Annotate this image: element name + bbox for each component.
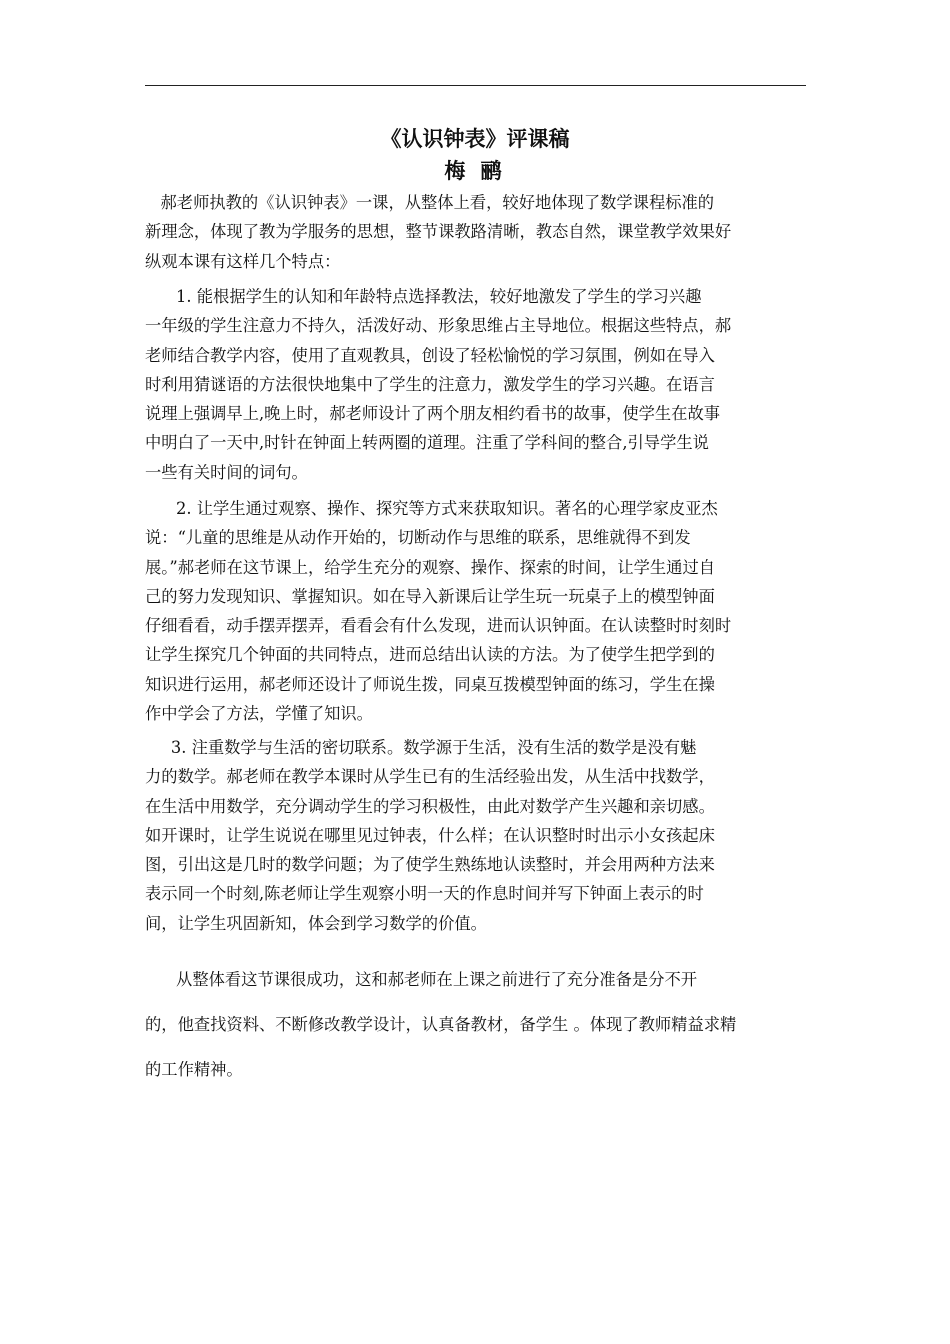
author-name: 梅 鹂: [444, 159, 506, 183]
text-line: 表示同一个时刻,陈老师让学生观察小明一天的作息时间并写下钟面上表示的时: [145, 884, 704, 904]
text-line: 的工作精神。: [145, 1060, 243, 1079]
text-line: 的，他查找资料、不断修改教学设计，认真备教材，备学生 。体现了教师精益求精: [145, 1015, 737, 1034]
document-title: 《认识钟表》评课稿: [380, 127, 570, 151]
paragraph-intro: [145, 188, 810, 276]
text-line: 间，让学生巩固新知，体会到学习数学的价值。: [145, 913, 487, 933]
text-line: 一些有关时间的词句。: [145, 462, 308, 482]
text-line: 在生活中用数学，充分调动学生的学习积极性，由此对数学产生兴趣和亲切感。: [145, 796, 715, 816]
text-line: 从整体看这节课很成功，这和郝老师在上课之前进行了充分准备是分不开: [145, 970, 698, 989]
text-line: 展。”郝老师在这节课上，给学生充分的观察、操作、探索的时间，让学生通过自: [145, 557, 716, 577]
text-line: 纵观本课有这样几个特点：: [145, 251, 341, 271]
text-line: 郝老师执教的《认识钟表》一课，从整体上看，较好地体现了数学课程标准的: [145, 193, 715, 212]
text-line: 新理念，体现了教为学服务的思想，整节课教路清晰，教态自然，课堂教学效果好: [145, 222, 732, 242]
text-line: 力的数学。郝老师在教学本课时从学生已有的生活经验出发，从生活中找数学，: [145, 767, 715, 787]
text-line: 一年级的学生注意力不持久，活泼好动、形象思维占主导地位。根据这些特点，郝: [145, 316, 732, 336]
text-line: 中明白了一天中,时针在钟面上转两圈的道理。注重了学科间的整合,引导学生说: [145, 433, 709, 453]
text-line: 图，引出这是几时的数学问题；为了使学生熟练地认读整时，并会用两种方法来: [145, 855, 715, 875]
paragraph-point-1: [145, 282, 810, 487]
header-rule: [145, 85, 806, 86]
text-line: 2. 让学生通过观察、操作、探究等方式来获取知识。著名的心理学家皮亚杰: [145, 499, 718, 518]
text-line: 老师结合教学内容，使用了直观教具，创设了轻松愉悦的学习氛围，例如在导入: [145, 345, 715, 365]
text-line: 让学生探究几个钟面的共同特点，进而总结出认读的方法。为了使学生把学到的: [145, 645, 715, 665]
text-line: 3. 注重数学与生活的密切联系。数学源于生活，没有生活的数学是没有魅: [145, 738, 697, 757]
paragraph-conclusion: [145, 957, 810, 1092]
text-line: 说：“儿童的思维是从动作开始的，切断动作与思维的联系，思维就得不到发: [145, 528, 691, 548]
text-line: 说理上强调早上,晚上时，郝老师设计了两个朋友相约看书的故事，使学生在故事: [145, 404, 721, 424]
text-line: 己的努力发现知识、掌握知识。如在导入新课后让学生玩一玩桌子上的模型钟面: [145, 586, 715, 606]
text-line: 知识进行运用，郝老师还设计了师说生拨，同桌互拨模型钟面的练习，学生在操: [145, 674, 715, 694]
text-line: 时利用猜谜语的方法很快地集中了学生的注意力，激发学生的学习兴趣。在语言: [145, 374, 715, 394]
text-line: 如开课时，让学生说说在哪里见过钟表，什么样；在认识整时时出示小女孩起床: [145, 825, 715, 845]
text-line: 仔细看看，动手摆弄摆弄，看看会有什么发现，进而认识钟面。在认读整时时刻时: [145, 616, 732, 636]
paragraph-point-3: [145, 733, 810, 938]
paragraph-point-2: [145, 494, 810, 728]
text-line: 1. 能根据学生的认知和年龄特点选择教法，较好地激发了学生的学习兴趣: [145, 287, 702, 306]
text-line: 作中学会了方法，学懂了知识。: [145, 704, 373, 724]
